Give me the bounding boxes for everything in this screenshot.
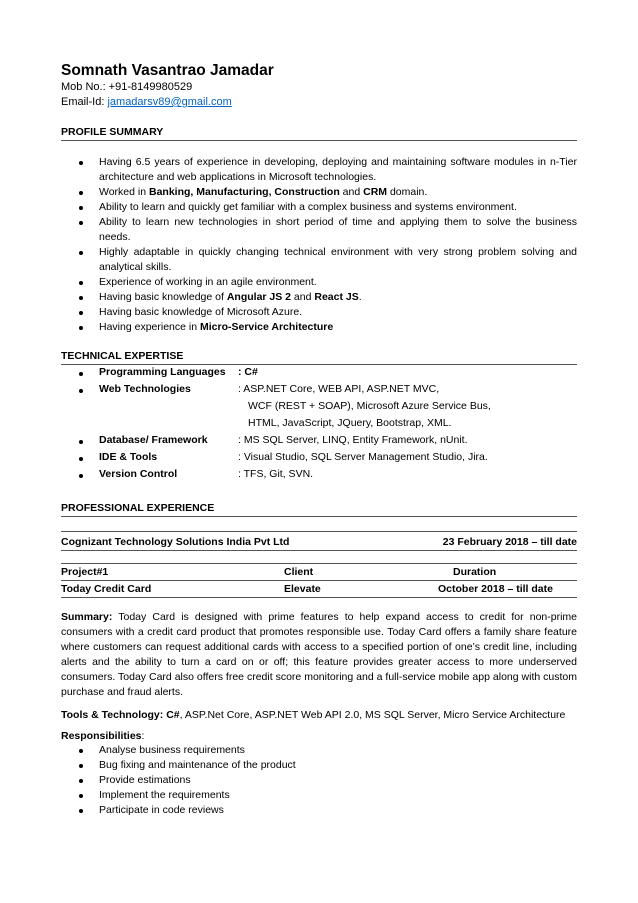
company-bottom-rule: [61, 550, 577, 551]
emphasis-text: CRM: [363, 186, 388, 198]
bullet-icon: [79, 372, 83, 376]
project-column-header: Project#1: [61, 566, 109, 578]
professional-experience-heading: PROFESSIONAL EXPERIENCE: [61, 502, 215, 514]
bullet-icon: [79, 191, 83, 195]
item-text: Having experience in: [99, 321, 200, 333]
item-text: and: [339, 186, 364, 198]
item-text: Worked in: [99, 186, 149, 198]
profile-summary-item: [61, 215, 577, 245]
summary-text: Today Card is designed with prime features to help expand access to credit for non-prime consumers with a credit card product that promotes responsible use. Today Card offers a family share feature where customers can request additional cards with access to a specified portion of one’s credit line, including alerts and the ability to turn a card on or off; this feature provides greater access to more underserved consumers. Today Card also offers free credit score monitoring and a full-service mobile app along with custom purchase and fraud alerts.: [61, 611, 577, 698]
tech-value: HTML, JavaScript, JQuery, Bootstrap, XML.: [248, 417, 452, 429]
profile-summary-heading: PROFILE SUMMARY: [61, 126, 164, 138]
tools-list: , ASP.Net Core, ASP.NET Web API 2.0, MS SQL Server, Micro Service Architecture: [179, 709, 566, 721]
bullet-icon: [79, 809, 83, 813]
item-text: Having basic knowledge of: [99, 291, 227, 303]
emphasis-text: Angular JS 2: [226, 291, 292, 303]
responsibility-item: [61, 758, 577, 773]
email-line: [61, 96, 232, 108]
item-text: Experience of working in an agile environment.: [99, 276, 317, 288]
bullet-icon: [79, 161, 83, 165]
responsibilities-list: [61, 743, 577, 818]
profile-summary-item: [61, 200, 577, 215]
bullet-icon: [79, 457, 83, 461]
item-text: Ability to learn and quickly get familiar with a complex business and systems environment.: [99, 201, 517, 213]
responsibilities-heading: [61, 729, 577, 744]
project-name: Today Credit Card: [61, 583, 152, 595]
emphasis-text: React JS: [314, 291, 359, 303]
bullet-icon: [79, 749, 83, 753]
client-name: Elevate: [284, 583, 321, 595]
project-table-top-rule: [61, 563, 577, 564]
technical-expertise-heading: TECHNICAL EXPERTISE: [61, 350, 184, 362]
tools-csharp: C#: [163, 709, 180, 721]
responsibility-text: Provide estimations: [99, 774, 191, 786]
profile-summary-item: [61, 245, 577, 275]
tech-label: Database/ Framework: [99, 434, 208, 446]
emphasis-text: Micro-Service Architecture: [199, 321, 334, 333]
company-name: Cognizant Technology Solutions India Pvt Ltd: [61, 536, 290, 548]
responsibilities-colon: :: [141, 730, 145, 742]
project-header-rule: [61, 580, 577, 581]
responsibility-text: Bug fixing and maintenance of the product: [99, 759, 296, 771]
responsibility-text: Implement the requirements: [99, 789, 230, 801]
tech-label: Programming Languages: [99, 366, 226, 378]
item-text: .: [358, 291, 362, 303]
candidate-name: Somnath Vasantrao Jamadar: [61, 62, 274, 79]
tech-value: WCF (REST + SOAP), Microsoft Azure Service Bus,: [248, 400, 491, 412]
bullet-icon: [79, 474, 83, 478]
technical-expertise-divider: [61, 364, 577, 365]
responsibility-item: [61, 803, 577, 818]
tools-technology: [61, 708, 577, 723]
company-dates: 23 February 2018 – till date: [442, 536, 577, 548]
emphasis-text: Banking, Manufacturing, Construction: [149, 186, 340, 198]
bullet-icon: [79, 779, 83, 783]
item-text: Having basic knowledge of Microsoft Azure.: [99, 306, 303, 318]
profile-summary-item: [61, 290, 577, 305]
bullet-icon: [79, 440, 83, 444]
email-label: Email-Id:: [61, 96, 108, 108]
bullet-icon: [79, 764, 83, 768]
profile-summary-list: [61, 155, 577, 335]
bullet-icon: [79, 251, 83, 255]
bullet-icon: [79, 311, 83, 315]
tech-label: IDE & Tools: [99, 451, 158, 463]
item-text: and: [291, 291, 315, 303]
bullet-icon: [79, 326, 83, 330]
profile-summary-divider: [61, 140, 577, 141]
tech-value: : MS SQL Server, LINQ, Entity Framework, nUnit.: [238, 434, 468, 446]
item-text: domain.: [387, 186, 428, 198]
email-link[interactable]: jamadarsv89@gmail.com: [107, 96, 232, 108]
profile-summary-item: [61, 305, 577, 320]
tech-label: Version Control: [99, 468, 178, 480]
company-top-rule: [61, 531, 577, 532]
responsibility-text: Participate in code reviews: [99, 804, 224, 816]
profile-summary-item: [61, 155, 577, 185]
item-text: Having 6.5 years of experience in developing, deploying and maintaining software modules in n-Tier architecture and web applications in Microsoft technologies.: [99, 156, 577, 183]
profile-summary-item: [61, 275, 577, 290]
client-column-header: Client: [284, 566, 314, 578]
tech-value: : TFS, Git, SVN.: [238, 468, 314, 480]
bullet-icon: [79, 281, 83, 285]
tech-value: : C#: [238, 366, 258, 378]
project-summary: [61, 610, 577, 700]
bullet-icon: [79, 221, 83, 225]
responsibility-item: [61, 773, 577, 788]
summary-label: Summary:: [61, 611, 113, 623]
tools-label: Tools & Technology:: [61, 709, 164, 721]
tech-value: : Visual Studio, SQL Server Management Studio, Jira.: [238, 451, 488, 463]
responsibility-text: Analyse business requirements: [99, 744, 245, 756]
bullet-icon: [79, 206, 83, 210]
profile-summary-item: [61, 320, 577, 335]
project-duration: October 2018 – till date: [438, 583, 553, 595]
responsibilities-label: Responsibilities: [61, 730, 142, 742]
bullet-icon: [79, 296, 83, 300]
profile-summary-item: [61, 185, 577, 200]
project-table-bottom-rule: [61, 597, 577, 598]
professional-experience-divider: [61, 516, 577, 517]
tech-value: : ASP.NET Core, WEB API, ASP.NET MVC,: [238, 383, 440, 395]
duration-column-header: Duration: [453, 566, 497, 578]
responsibility-item: [61, 788, 577, 803]
bullet-icon: [79, 389, 83, 393]
bullet-icon: [79, 794, 83, 798]
item-text: Highly adaptable in quickly changing technical environment with very strong problem solving and analytical skills.: [99, 246, 577, 273]
responsibility-item: [61, 743, 577, 758]
item-text: Ability to learn new technologies in short period of time and applying them to solve the business needs.: [99, 216, 577, 243]
tech-label: Web Technologies: [99, 383, 191, 395]
mobile-number: Mob No.: +91-8149980529: [61, 81, 193, 93]
